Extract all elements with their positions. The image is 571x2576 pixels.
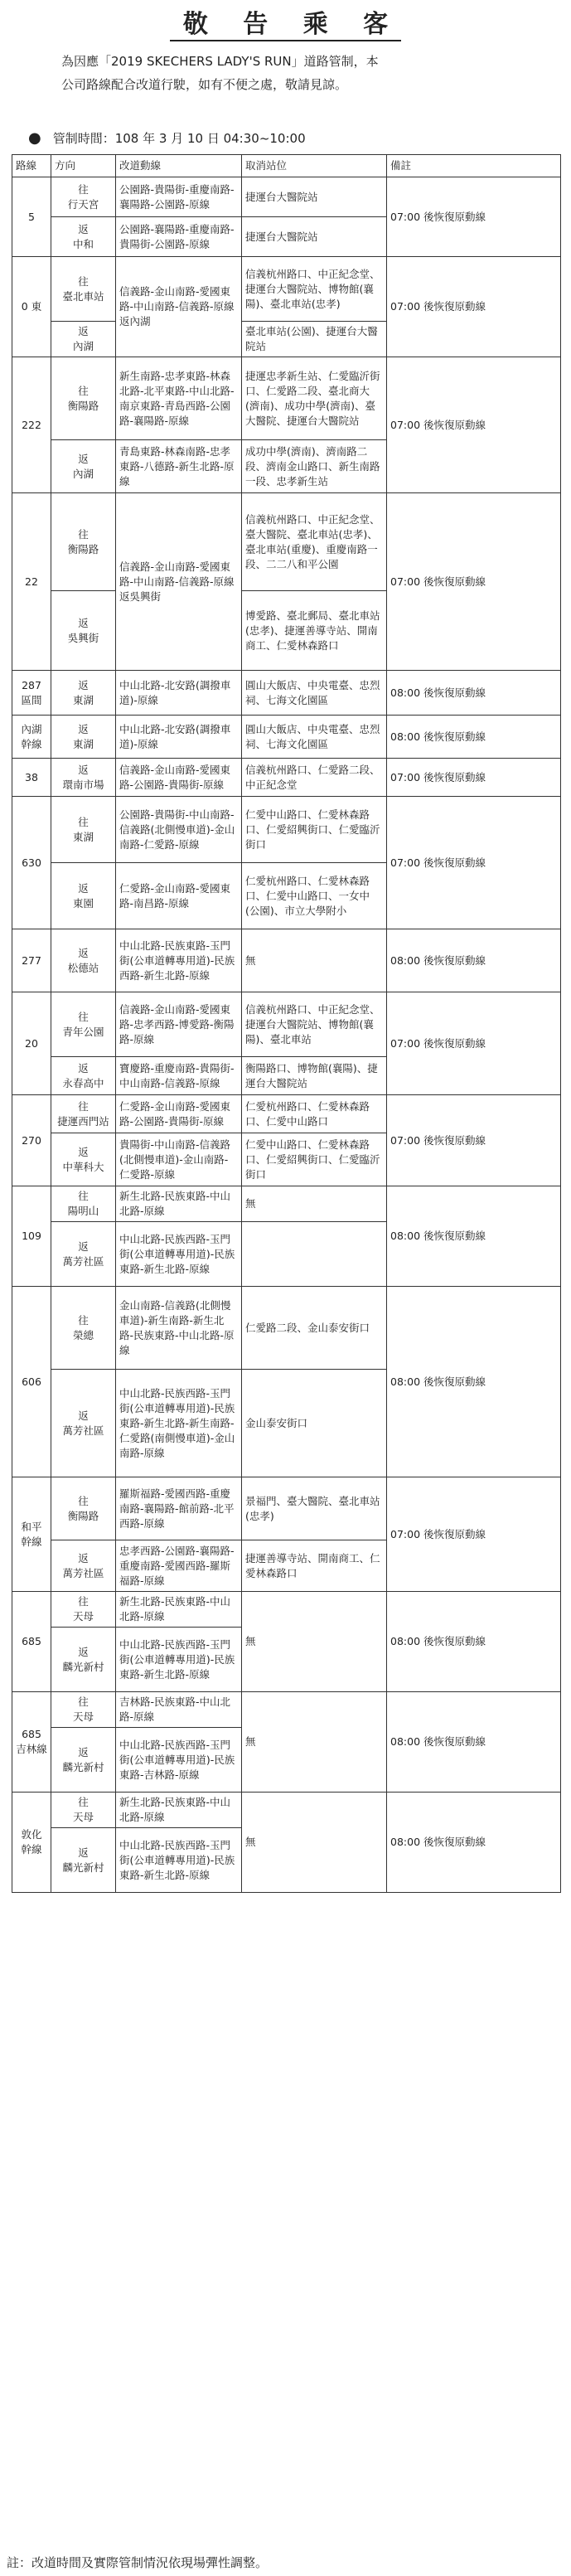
cell-detour: 信義路-金山南路-愛國東路-公園路-貴陽街-原線 [116, 759, 242, 797]
cell-cancelled-stops: 無 [242, 1186, 387, 1222]
cell-detour: 中山北路-民族西路-玉門街(公車道轉專用道)-民族東路-新生北路-原線 [116, 1222, 242, 1287]
cell-direction: 返 松德站 [51, 929, 116, 992]
cell-direction: 往 捷運西門站 [51, 1095, 116, 1133]
table-row [12, 929, 561, 992]
cell-direction: 返 萬芳社區 [51, 1540, 116, 1592]
cell-detour: 中山北路-民族西路-玉門街(公車道轉專用道)-民族東路-新生北路-新生南路-仁愛路(南側慢車道)-金山南路-原線 [116, 1370, 242, 1477]
cell-direction: 往 榮總 [51, 1287, 116, 1370]
cell-route: 0 東 [12, 257, 51, 357]
header-direction: 方向 [51, 155, 116, 177]
cell-detour: 金山南路-信義路(北側慢車道)-新生南路-新生北路-民族東路-中山北路-原線 [116, 1287, 242, 1370]
cell-cancelled-stops: 仁愛中山路口、仁愛林森路口、仁愛紹興街口、仁愛臨沂街口 [242, 797, 387, 863]
cell-cancelled-stops: 信義杭州路口、中正紀念堂、臺大醫院、臺北車站(忠孝)、臺北車站(重慶)、重慶南路一段、二二八和平公園 [242, 493, 387, 591]
cell-route: 5 [12, 177, 51, 257]
cell-route: 222 [12, 357, 51, 493]
cell-direction: 返 吳興街 [51, 591, 116, 671]
cell-direction: 返 麟光新村 [51, 1628, 116, 1692]
cell-detour: 寶慶路-重慶南路-貴陽街-中山南路-信義路-原線 [116, 1057, 242, 1095]
cell-cancelled-stops: 無 [242, 1692, 387, 1793]
header-remarks: 備註 [387, 155, 561, 177]
cell-remarks: 07:00 後恢復原動線 [387, 992, 561, 1095]
cell-direction: 返 中華科大 [51, 1133, 116, 1186]
cell-detour: 貴陽街-中山南路-信義路(北側慢車道)-金山南路-仁愛路-原線 [116, 1133, 242, 1186]
cell-remarks: 08:00 後恢復原動線 [387, 1186, 561, 1287]
cell-route: 22 [12, 493, 51, 671]
cell-direction: 返 環南市場 [51, 759, 116, 797]
cell-detour: 忠孝西路-公園路-襄陽路-重慶南路-愛國西路-羅斯福路-原線 [116, 1540, 242, 1592]
cell-direction: 往 行天宮 [51, 177, 116, 217]
cell-cancelled-stops [242, 1222, 387, 1287]
cell-direction: 往 陽明山 [51, 1186, 116, 1222]
cell-remarks: 08:00 後恢復原動線 [387, 1793, 561, 1893]
cell-detour: 中山北路-民族西路-玉門街(公車道轉專用道)-民族東路-吉林路-原線 [116, 1728, 242, 1793]
cell-route: 630 [12, 797, 51, 929]
table-row [12, 177, 561, 217]
cell-route: 685 吉林線 [12, 1692, 51, 1793]
cell-detour: 中山北路-北安路(調撥車道)-原線 [116, 671, 242, 716]
cell-direction: 往 天母 [51, 1692, 116, 1728]
cell-cancelled-stops: 臺北車站(公園)、捷運台大醫院站 [242, 322, 387, 357]
cell-cancelled-stops: 金山泰安街口 [242, 1370, 387, 1477]
table-row [12, 716, 561, 759]
cell-direction: 返 內湖 [51, 440, 116, 493]
cell-remarks: 07:00 後恢復原動線 [387, 1477, 561, 1592]
cell-remarks: 08:00 後恢復原動線 [387, 1287, 561, 1477]
cell-route: 109 [12, 1186, 51, 1287]
cell-cancelled-stops: 無 [242, 929, 387, 992]
intro-line-1: 為因應「2019 SKECHERS LADY'S RUN」道路管制，本 [61, 54, 379, 69]
cell-cancelled-stops: 博愛路、臺北郵局、臺北車站(忠孝)、捷運善導寺站、開南商工、仁愛林森路口 [242, 591, 387, 671]
cell-route: 和平 幹線 [12, 1477, 51, 1592]
cell-direction: 返 內湖 [51, 322, 116, 357]
intro-line-2: 公司路線配合改道行駛，如有不便之處，敬請見諒。 [61, 77, 348, 92]
table-row [12, 1477, 561, 1540]
cell-direction: 往 衡陽路 [51, 357, 116, 440]
cell-cancelled-stops: 圓山大飯店、中央電臺、忠烈祠、七海文化園區 [242, 671, 387, 716]
intro-text [61, 50, 525, 96]
header-detour: 改道動線 [116, 155, 242, 177]
cell-direction: 返 萬芳社區 [51, 1222, 116, 1287]
cell-detour: 中山北路-民族西路-玉門街(公車道轉專用道)-民族東路-新生北路-原線 [116, 1828, 242, 1893]
cell-route: 270 [12, 1095, 51, 1186]
page-title: 敬 告 乘 客 [0, 3, 571, 36]
cell-route: 277 [12, 929, 51, 992]
cell-direction: 往 天母 [51, 1592, 116, 1628]
cell-detour: 公園路-貴陽街-重慶南路-襄陽路-公園路-原線 [116, 177, 242, 217]
table-row [12, 759, 561, 797]
cell-direction: 返 麟光新村 [51, 1828, 116, 1893]
cell-direction: 返 永春高中 [51, 1057, 116, 1095]
cell-remarks: 08:00 後恢復原動線 [387, 929, 561, 992]
header-cancelled-stops: 取消站位 [242, 155, 387, 177]
bullet-icon: ● [28, 129, 41, 147]
cell-remarks: 07:00 後恢復原動線 [387, 797, 561, 929]
table-row [12, 1095, 561, 1133]
control-hours [28, 129, 306, 147]
table-row [12, 257, 561, 322]
cell-cancelled-stops: 仁愛路二段、金山泰安街口 [242, 1287, 387, 1370]
cell-direction: 返 萬芳社區 [51, 1370, 116, 1477]
table-header-row [12, 155, 561, 177]
cell-detour: 新生北路-民族東路-中山北路-原線 [116, 1793, 242, 1828]
cell-detour: 中山北路-民族西路-玉門街(公車道轉專用道)-民族東路-新生北路-原線 [116, 1628, 242, 1692]
cell-cancelled-stops: 捷運忠孝新生站、仁愛臨沂街口、仁愛路二段、臺北商大(濟南)、成功中學(濟南)、臺大醫院、捷運台大醫院站 [242, 357, 387, 440]
cell-detour: 新生南路-忠孝東路-林森北路-北平東路-中山北路-南京東路-青島西路-公園路-襄陽路-原線 [116, 357, 242, 440]
cell-detour: 吉林路-民族東路-中山北路-原線 [116, 1692, 242, 1728]
cell-detour: 新生北路-民族東路-中山北路-原線 [116, 1186, 242, 1222]
table-row [12, 1793, 561, 1828]
footnote: 註：改道時間及實際管制情況依現場彈性調整。 [7, 2555, 269, 2570]
cell-cancelled-stops: 信義杭州路口、中正紀念堂、捷運台大醫院站、博物館(襄陽)、臺北車站 [242, 992, 387, 1057]
cell-remarks: 07:00 後恢復原動線 [387, 357, 561, 493]
cell-cancelled-stops: 仁愛杭州路口、仁愛林森路口、仁愛中山路口 [242, 1095, 387, 1133]
table-row [12, 671, 561, 716]
cell-detour: 信義路-金山南路-愛國東路-忠孝西路-博愛路-衡陽路-原線 [116, 992, 242, 1057]
cell-route: 287 區間 [12, 671, 51, 716]
cell-detour: 公園路-襄陽路-重慶南路-貴陽街-公園路-原線 [116, 217, 242, 257]
cell-direction: 返 東湖 [51, 716, 116, 759]
cell-remarks: 07:00 後恢復原動線 [387, 493, 561, 671]
cell-detour: 中山北路-北安路(調撥車道)-原線 [116, 716, 242, 759]
cell-cancelled-stops: 仁愛杭州路口、仁愛林森路口、仁愛中山路口、一女中(公園)、市立大學附小 [242, 863, 387, 929]
cell-route: 606 [12, 1287, 51, 1477]
cell-detour: 新生北路-民族東路-中山北路-原線 [116, 1592, 242, 1628]
cell-remarks: 08:00 後恢復原動線 [387, 1592, 561, 1692]
detour-table-wrap [12, 154, 560, 1893]
cell-detour: 信義路-金山南路-愛國東路-中山南路-信義路-原線返吳興街 [116, 493, 242, 671]
cell-remarks: 08:00 後恢復原動線 [387, 1692, 561, 1793]
table-row [12, 1692, 561, 1728]
cell-cancelled-stops: 捷運善導寺站、開南商工、仁愛林森路口 [242, 1540, 387, 1592]
cell-remarks: 07:00 後恢復原動線 [387, 1095, 561, 1186]
cell-remarks: 08:00 後恢復原動線 [387, 716, 561, 759]
cell-detour: 仁愛路-金山南路-愛國東路-南昌路-原線 [116, 863, 242, 929]
cell-cancelled-stops: 圓山大飯店、中央電臺、忠烈祠、七海文化園區 [242, 716, 387, 759]
table-row [12, 797, 561, 863]
cell-cancelled-stops: 景福門、臺大醫院、臺北車站(忠孝) [242, 1477, 387, 1540]
detour-table [12, 154, 561, 1893]
cell-detour: 羅斯福路-愛國西路-重慶南路-襄陽路-館前路-北平西路-原線 [116, 1477, 242, 1540]
header-route: 路線 [12, 155, 51, 177]
cell-cancelled-stops: 成功中學(濟南)、濟南路二段、濟南金山路口、新生南路一段、忠孝新生站 [242, 440, 387, 493]
cell-cancelled-stops: 信義杭州路口、中正紀念堂、捷運台大醫院站、博物館(襄陽)、臺北車站(忠孝) [242, 257, 387, 322]
cell-cancelled-stops: 無 [242, 1592, 387, 1692]
cell-route: 38 [12, 759, 51, 797]
cell-detour: 青島東路-林森南路-忠孝東路-八德路-新生北路-原線 [116, 440, 242, 493]
cell-direction: 返 東園 [51, 863, 116, 929]
cell-detour: 公園路-貴陽街-中山南路-信義路(北側慢車道)-金山南路-仁愛路-原線 [116, 797, 242, 863]
cell-direction: 往 天母 [51, 1793, 116, 1828]
table-row [12, 1287, 561, 1370]
cell-detour: 信義路-金山南路-愛國東路-中山南路-信義路-原線返內湖 [116, 257, 242, 357]
cell-route: 敦化 幹線 [12, 1793, 51, 1893]
cell-cancelled-stops: 仁愛中山路口、仁愛林森路口、仁愛紹興街口、仁愛臨沂街口 [242, 1133, 387, 1186]
control-hours-text: 管制時間：108 年 3 月 10 日 04:30~10:00 [52, 131, 306, 146]
table-row [12, 1592, 561, 1628]
cell-remarks: 07:00 後恢復原動線 [387, 759, 561, 797]
table-body [12, 177, 561, 1893]
table-row [12, 1186, 561, 1222]
table-row [12, 357, 561, 440]
cell-direction: 返 東湖 [51, 671, 116, 716]
cell-route: 20 [12, 992, 51, 1095]
cell-direction: 往 衡陽路 [51, 493, 116, 591]
cell-direction: 往 青年公園 [51, 992, 116, 1057]
cell-cancelled-stops: 無 [242, 1793, 387, 1893]
cell-remarks: 07:00 後恢復原動線 [387, 257, 561, 357]
cell-detour: 仁愛路-金山南路-愛國東路-公園路-貴陽街-原線 [116, 1095, 242, 1133]
cell-cancelled-stops: 捷運台大醫院站 [242, 217, 387, 257]
cell-remarks: 07:00 後恢復原動線 [387, 177, 561, 257]
cell-remarks: 08:00 後恢復原動線 [387, 671, 561, 716]
cell-cancelled-stops: 衡陽路口、博物館(襄陽)、捷運台大醫院站 [242, 1057, 387, 1095]
cell-direction: 往 臺北車站 [51, 257, 116, 322]
cell-route: 685 [12, 1592, 51, 1692]
cell-direction: 往 衡陽路 [51, 1477, 116, 1540]
table-row [12, 992, 561, 1057]
cell-cancelled-stops: 信義杭州路口、仁愛路二段、中正紀念堂 [242, 759, 387, 797]
cell-detour: 中山北路-民族東路-玉門街(公車道轉專用道)-民族西路-新生北路-原線 [116, 929, 242, 992]
cell-direction: 返 中和 [51, 217, 116, 257]
cell-cancelled-stops: 捷運台大醫院站 [242, 177, 387, 217]
cell-direction: 往 東湖 [51, 797, 116, 863]
cell-direction: 返 麟光新村 [51, 1728, 116, 1793]
table-row [12, 493, 561, 591]
cell-route: 內湖 幹線 [12, 716, 51, 759]
